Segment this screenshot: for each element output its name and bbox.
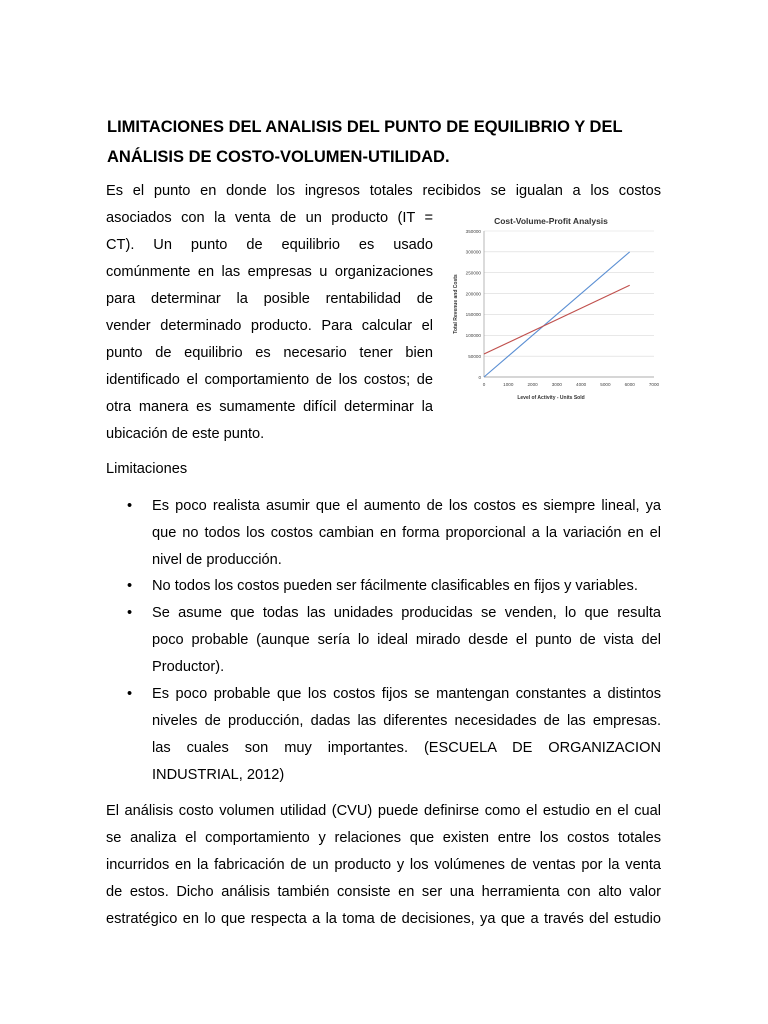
bullet-1-line-3: nivel de producción. — [152, 552, 282, 568]
cvu-line-1: El análisis costo volumen utilidad (CVU) puede definirse como el estudio en el cual — [106, 803, 661, 819]
intro-line-2: asociados con la venta de un producto (IT = — [106, 210, 433, 226]
intro-line-1: Es el punto en donde los ingresos totales recibidos se igualan a los costos — [106, 183, 661, 199]
chart-y-tick-label: 350000 — [465, 228, 481, 234]
bullet-3-line-1: Se asume que todas las unidades producidas se venden, lo que resulta — [152, 605, 661, 621]
intro-line-8: identificado el comportamiento de los costos; de — [106, 372, 433, 388]
bullet-3-marker: • — [127, 605, 133, 621]
bullet-4-line-1: Es poco probable que los costos fijos se mantengan constantes a distintos — [152, 686, 661, 702]
chart-x-tick-label: 5000 — [600, 382, 611, 387]
intro-line-3: CT). Un punto de equilibrio es usado — [106, 237, 433, 253]
bullet-1-line-1: Es poco realista asumir que el aumento de los costos es siempre lineal, ya — [152, 498, 661, 514]
chart-y-tick-label: 150000 — [465, 312, 481, 318]
document-title-line-2: ANÁLISIS DE COSTO-VOLUMEN-UTILIDAD. — [107, 148, 450, 166]
chart-x-tick-label: 3000 — [551, 382, 562, 387]
cvp-chart-svg — [444, 209, 662, 405]
intro-line-5: para determinar la posible rentabilidad de — [106, 291, 433, 307]
intro-line-4: comúnmente en las empresas u organizaciones — [106, 264, 433, 280]
cvp-chart — [444, 209, 662, 405]
document-title-line-1: LIMITACIONES DEL ANALISIS DEL PUNTO DE EQUILIBRIO Y DEL — [107, 118, 623, 136]
chart-y-tick-label: 100000 — [465, 333, 481, 339]
chart-x-tick-label: 2000 — [527, 382, 538, 387]
cvu-line-4: de estos. Dicho análisis también consiste en ser una herramienta con alto valor — [106, 884, 661, 900]
chart-x-tick-label: 7000 — [648, 382, 660, 387]
bullet-1-line-2: que no todos los costos cambian en forma proporcional a la variación en el — [152, 525, 661, 541]
intro-line-9: otra manera es sumamente difícil determinar la — [106, 399, 433, 415]
bullet-4-line-3: las cuales son muy importantes. (ESCUELA DE ORGANIZACION — [152, 740, 661, 756]
bullet-4-marker: • — [127, 686, 133, 702]
chart-x-tick-label: 0 — [482, 382, 486, 387]
chart-y-tick-label: 250000 — [465, 270, 481, 276]
intro-line-10: ubicación de este punto. — [106, 426, 265, 442]
chart-y-tick-label: 300000 — [465, 249, 481, 255]
bullet-1-marker: • — [127, 498, 133, 514]
bullet-3-line-3: Productor). — [152, 659, 225, 675]
chart-y-tick-label: 200000 — [465, 291, 481, 297]
chart-x-tick-label: 6000 — [624, 382, 635, 387]
chart-y-axis-label: Total Revenue and Costs — [453, 274, 459, 334]
chart-x-axis-label: Level of Activity - Units Sold — [517, 395, 585, 401]
chart-y-tick-label: 50000 — [468, 353, 481, 359]
cvu-line-2: se analiza el comportamiento y relaciones que existen entre los costos totales — [106, 830, 661, 846]
chart-x-tick-label: 4000 — [576, 382, 587, 387]
bullet-3-line-2: poco probable (aunque sería lo ideal mirado desde el punto de vista del — [152, 632, 661, 648]
limitaciones-heading: Limitaciones — [106, 461, 188, 477]
bullet-2-line-1: No todos los costos pueden ser fácilmente clasificables en fijos y variables. — [152, 578, 638, 594]
intro-line-7: punto de equilibrio es necesario tener bien — [106, 345, 433, 361]
bullet-4-line-4: INDUSTRIAL, 2012) — [152, 767, 285, 783]
chart-y-tick-label: 0 — [478, 374, 481, 380]
bullet-2-marker: • — [127, 578, 133, 594]
chart-x-tick-label: 1000 — [503, 382, 514, 387]
cvu-line-3: incurridos en la fabricación de un producto y los volúmenes de ventas por la venta — [106, 857, 661, 873]
chart-series-line-2 — [484, 285, 630, 354]
chart-title: Cost-Volume-Profit Analysis — [494, 216, 608, 226]
cvu-line-5: estratégico en lo que respecta a la toma de decisiones, ya que a través del estudio — [106, 911, 661, 927]
bullet-4-line-2: niveles de producción, dadas las diferentes necesidades de las empresas. — [152, 713, 661, 729]
intro-line-6: vender determinado producto. Para calcular el — [106, 318, 433, 334]
